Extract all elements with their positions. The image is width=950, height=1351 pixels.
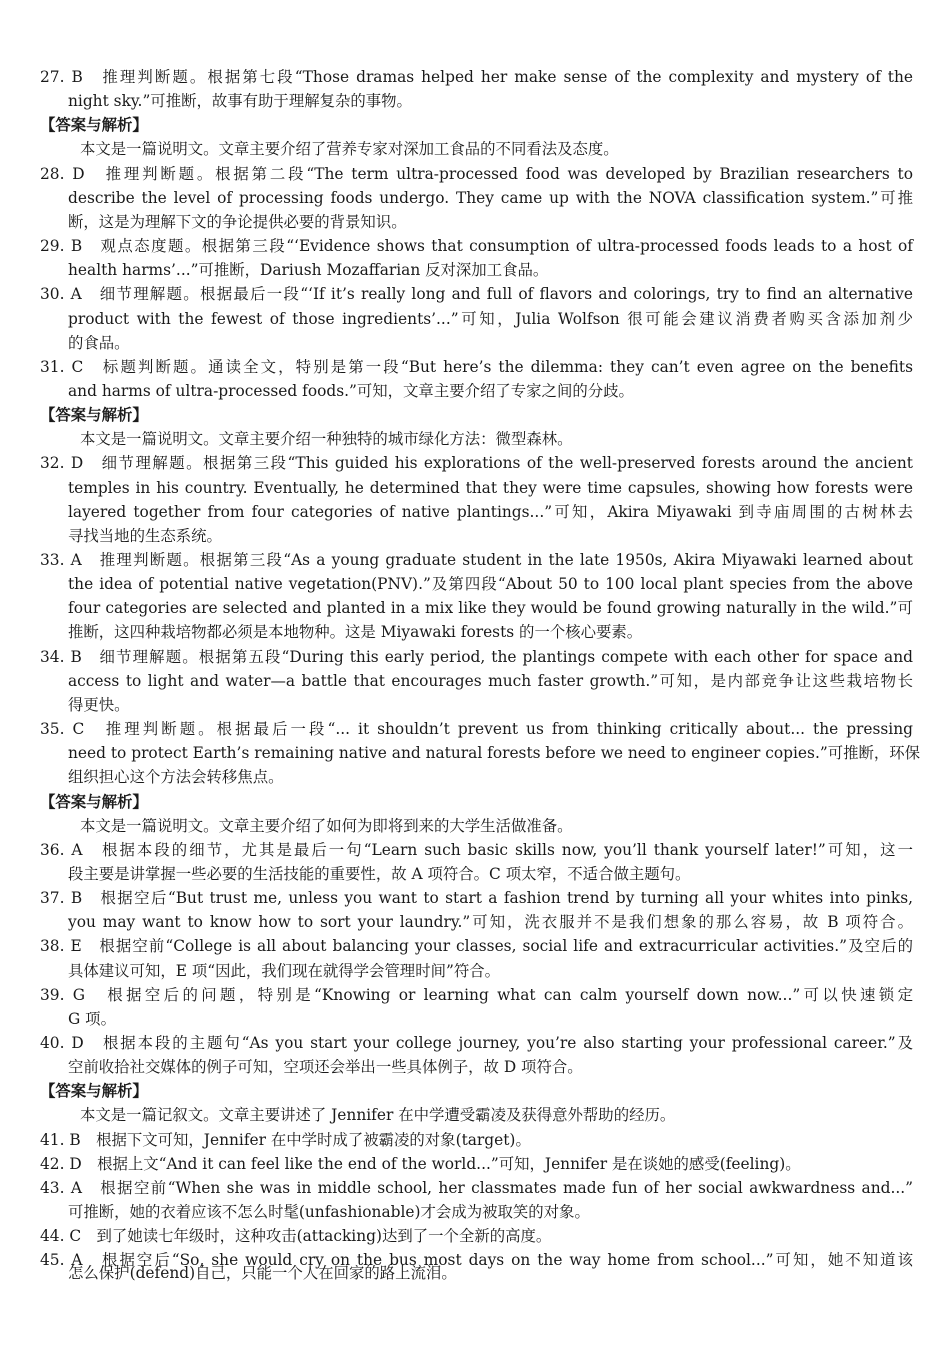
text-line: 37. B 根据空后“But trust me, unless you want to start a fashion trend by turning all your whites into pinks, <box>40 889 913 908</box>
text-line: 36. A 根据本段的细节，尤其是最后一句“Learn such basic skills now, you’ll thank yourself later!”可知，这一 <box>40 840 913 859</box>
cutoff-line: 怎么保护(defend)自己，只能一个人在回家的路上流泪。 <box>68 1264 457 1282</box>
text-line: 30. A 细节理解题。根据最后一段“‘If it’s really long and full of flavors and colorings, try to find an alternative <box>40 285 913 304</box>
text-line: 28. D 推理判断题。根据第二段“The term ultra-processed food was developed by Brazilian researchers to <box>40 164 913 183</box>
text-line: 段主要是讲掌握一些必要的生活技能的重要性，故 A 项符合。C 项太窄，不适合做主题句。 <box>68 864 691 883</box>
text-line: 本文是一篇说明文。文章主要介绍一种独特的城市绿化方法：微型森林。 <box>80 430 573 449</box>
text-line: 29. B 观点态度题。根据第三段“‘Evidence shows that consumption of ultra-processed foods leads to a host of <box>40 237 913 256</box>
text-line: you may want to know how to sort your laundry.”可知，洗衣服并不是我们想象的那么容易，故 B 项符合。 <box>68 913 913 932</box>
text-line: 本文是一篇说明文。文章主要介绍了营养专家对深加工食品的不同看法及态度。 <box>80 140 619 159</box>
text-line: 的食品。 <box>68 333 130 352</box>
text-line: 得更快。 <box>68 695 130 714</box>
section-heading: 【答案与解析】 <box>40 406 148 425</box>
text-line: night sky.”可推断，故事有助于理解复杂的事物。 <box>68 92 412 111</box>
text-line: 可推断，她的衣着应该不怎么时髦(unfashionable)才会成为被取笑的对象。 <box>68 1203 590 1222</box>
text-line: 本文是一篇记叙文。文章主要讲述了 Jennifer 在中学遭受霸凌及获得意外帮助的经历。 <box>80 1106 676 1125</box>
text-line: 40. D 根据本段的主题句“As you start your college journey, you’re also starting your professional career.”及 <box>40 1034 913 1052</box>
text-line: 具体建议可知，E 项“因此，我们现在就得学会管理时间”符合。 <box>68 961 501 980</box>
text-line: 断，这是为理解下文的争论提供必要的背景知识。 <box>68 212 407 231</box>
text-line: 41. B 根据下文可知，Jennifer 在中学时成了被霸凌的对象(target)。 <box>40 1130 531 1149</box>
text-line: 35. C 推理判断题。根据最后一段“... it shouldn’t prevent us from thinking critically about... the pressing <box>40 720 913 739</box>
text-line: 空前收拾社交媒体的例子可知，空项还会举出一些具体例子，故 D 项符合。 <box>68 1058 583 1077</box>
text-line: 组织担心这个方法会转移焦点。 <box>68 768 284 787</box>
text-line: layered together from four categories of native plantings...”可知，Akira Miyawaki 到寺庙周围的古树林去 <box>68 502 913 521</box>
text-line: access to light and water—a battle that encourages much faster growth.”可知，是内部竞争让这些栽培物长 <box>68 671 913 690</box>
text-line: 44. C 到了她读七年级时，这种攻击(attacking)达到了一个全新的高度。 <box>40 1227 552 1246</box>
text-line: G 项。 <box>68 1009 116 1028</box>
text-line: 38. E 根据空前“College is all about balancing your classes, social life and extracurricular activities.”及空后的 <box>40 937 913 956</box>
section-heading: 【答案与解析】 <box>40 1082 148 1101</box>
text-line: 42. D 根据上文“And it can feel like the end of the world...”可知，Jennifer 是在谈她的感受(feeling)。 <box>40 1154 801 1173</box>
text-line: 33. A 推理判断题。根据第三段“As a young graduate student in the late 1950s, Akira Miyawaki learned about <box>40 551 913 569</box>
text-line: 45. A 根据空后“So, she would cry on the bus most days on the way home from school...”可知，她不知道该 <box>40 1251 913 1270</box>
text-line: 寻找当地的生态系统。 <box>68 526 222 545</box>
text-line: describe the level of processing foods undergo. They came up with the NOVA classification system.”可推 <box>68 188 913 207</box>
section-heading: 【答案与解析】 <box>40 116 148 135</box>
text-line: and harms of ultra-processed foods.”可知，文章主要介绍了专家之间的分歧。 <box>68 381 634 400</box>
text-line: 39. G 根据空后的问题，特别是“Knowing or learning what can calm yourself down now...”可以快速锁定 <box>40 985 913 1004</box>
text-line: 27. B 推理判断题。根据第七段“Those dramas helped her make sense of the complexity and mystery of the <box>40 68 913 86</box>
text-line: 34. B 细节理解题。根据第五段“During this early period, the plantings compete with each other for space and <box>40 647 913 666</box>
text-line: four categories are selected and planted in a mix like they would be found growing naturally in the wild.”可 <box>68 599 913 618</box>
section-heading: 【答案与解析】 <box>40 792 148 811</box>
text-line: 本文是一篇说明文。文章主要介绍了如何为即将到来的大学生活做准备。 <box>80 816 573 835</box>
text-line: 32. D 细节理解题。根据第三段“This guided his explorations of the well-preserved forests around the ancient <box>40 454 913 473</box>
text-line: temples in his country. Eventually, he determined that they were time capsules, showing how forests were <box>68 478 913 497</box>
text-line: 43. A 根据空前“When she was in middle school, her classmates made fun of her social awkwardness and...” <box>40 1178 913 1197</box>
text-line: 31. C 标题判断题。通读全文，特别是第一段“But here’s the dilemma: they can’t even agree on the benefits <box>40 357 913 376</box>
text-line: need to protect Earth’s remaining native and natural forests before we need to engineer copies.”可推断，环保 <box>68 744 921 763</box>
text-line: the idea of potential native vegetation(PNV).”及第四段“About 50 to 100 local plant species from the above <box>68 575 913 594</box>
text-line: product with the fewest of those ingredients’...”可知，Julia Wolfson 很可能会建议消费者购买含添加剂少 <box>68 309 913 328</box>
text-line: 推断，这四种栽培物都必须是本地物种。这是 Miyawaki forests 的一个核心要素。 <box>68 623 643 642</box>
cutoff-line-clip <box>40 1264 913 1285</box>
text-line: health harms’...”可推断，Dariush Mozaffarian 反对深加工食品。 <box>68 261 549 280</box>
